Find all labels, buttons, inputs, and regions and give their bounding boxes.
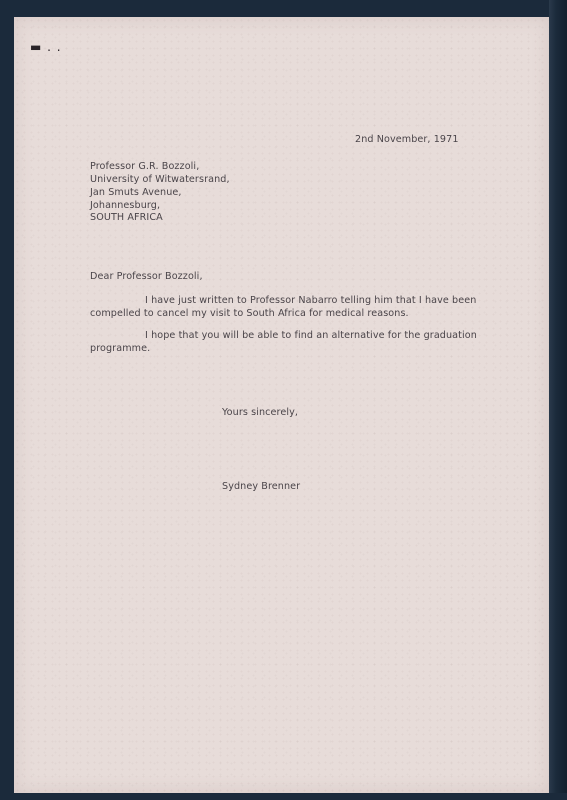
closing: Yours sincerely,: [222, 407, 299, 418]
paragraph-2-line-2: programme.: [90, 343, 151, 354]
recipient-street: Jan Smuts Avenue,: [90, 187, 182, 198]
recipient-city: Johannesburg,: [90, 200, 161, 211]
page-edge-right: [549, 0, 567, 800]
signature-name: Sydney Brenner: [222, 481, 301, 492]
paragraph-2-line-1: I hope that you will be able to find an alternative for the graduation: [145, 330, 477, 341]
recipient-name: Professor G.R. Bozzoli,: [90, 161, 200, 172]
letter-date: 2nd November, 1971: [355, 134, 459, 145]
recipient-institution: University of Witwatersrand,: [90, 174, 230, 185]
letter-page: [14, 17, 549, 793]
recipient-country: SOUTH AFRICA: [90, 212, 163, 223]
salutation: Dear Professor Bozzoli,: [90, 271, 203, 282]
paragraph-1-line-2: compelled to cancel my visit to South Africa for medical reasons.: [90, 308, 409, 319]
page-edge-bottom: [0, 793, 567, 800]
paragraph-1-line-1: I have just written to Professor Nabarro telling him that I have been: [145, 295, 477, 306]
corner-marks: ▬ . .: [30, 40, 62, 54]
